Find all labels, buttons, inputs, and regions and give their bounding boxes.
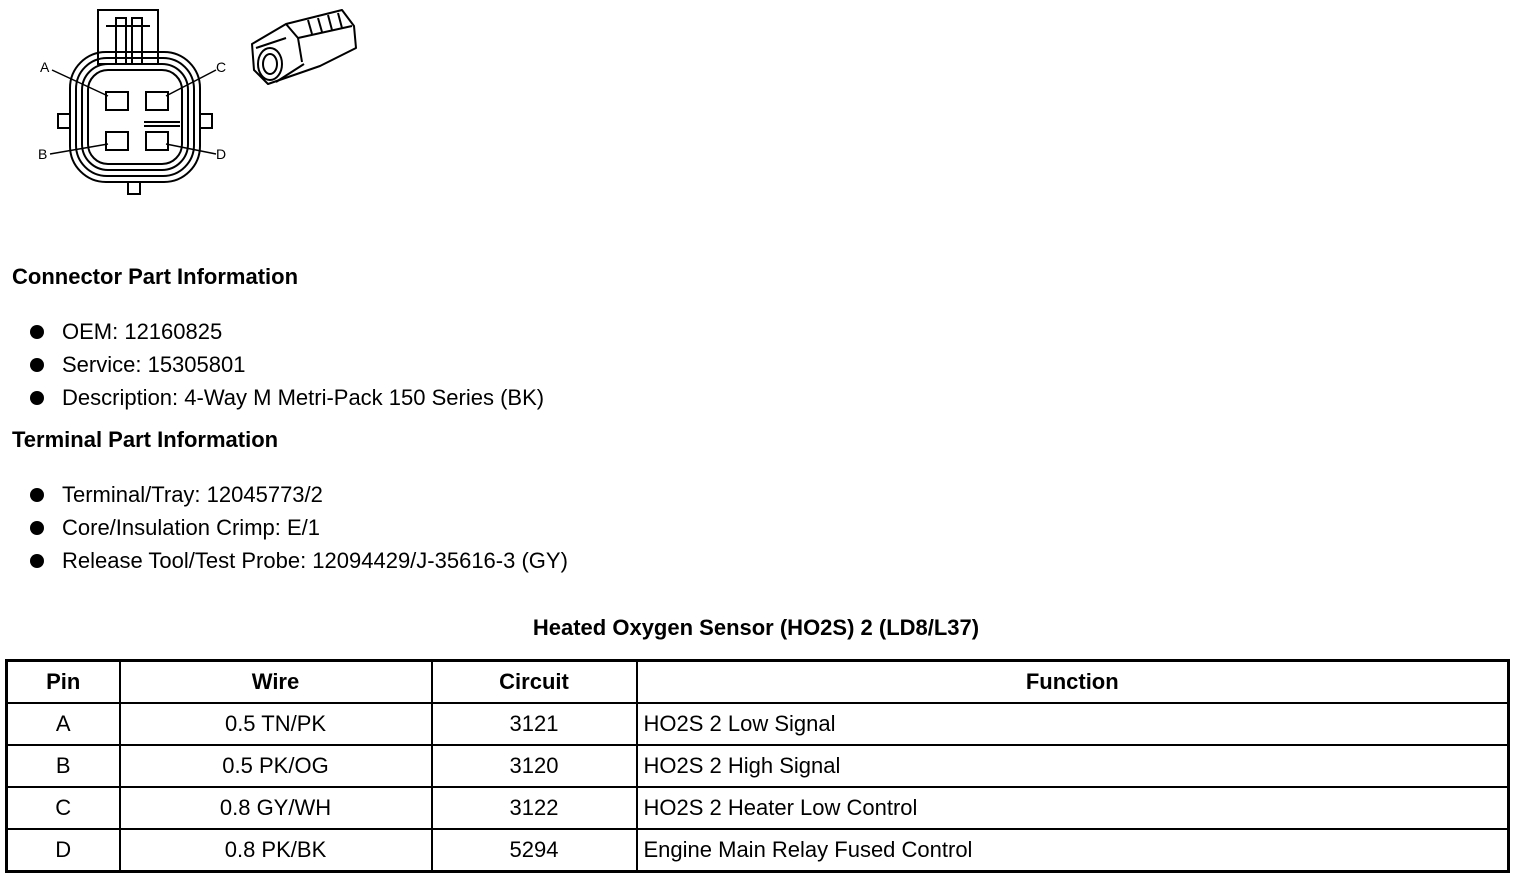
header-wire: Wire [120, 661, 432, 704]
list-item [30, 544, 568, 577]
connector-description: Description: 4-Way M Metri-Pack 150 Series (BK) [62, 385, 545, 410]
terminal-crimp: Core/Insulation Crimp: E/1 [62, 515, 320, 540]
connector-3d-illustration [246, 4, 362, 90]
pin-label-a: A [40, 59, 50, 75]
cell-circuit: 3122 [432, 787, 637, 829]
connector-service: Service: 15305801 [62, 352, 246, 377]
pinout-table [5, 659, 1510, 873]
header-pin: Pin [7, 661, 120, 704]
terminal-release-tool: Release Tool/Test Probe: 12094429/J-35616-3 (GY) [62, 548, 568, 573]
table-title: Heated Oxygen Sensor (HO2S) 2 (LD8/L37) [532, 615, 980, 640]
cell-circuit: 3120 [432, 745, 637, 787]
cell-wire: 0.5 PK/OG [120, 745, 432, 787]
list-item [30, 381, 544, 414]
table-row [7, 703, 1509, 745]
list-item [30, 315, 544, 348]
cell-pin: D [7, 829, 120, 872]
bullet-icon [30, 521, 44, 535]
cell-function: Engine Main Relay Fused Control [637, 829, 1509, 872]
table-row [7, 829, 1509, 872]
cell-wire: 0.8 PK/BK [120, 829, 432, 872]
connector-info-heading: Connector Part Information [12, 264, 299, 289]
connector-oem: OEM: 12160825 [62, 319, 223, 344]
bullet-icon [30, 488, 44, 502]
cell-pin: B [7, 745, 120, 787]
terminal-info-heading: Terminal Part Information [12, 427, 279, 452]
list-item [30, 348, 544, 381]
table-row [7, 745, 1509, 787]
cell-circuit: 5294 [432, 829, 637, 872]
bullet-icon [30, 358, 44, 372]
connector-info-list [30, 315, 544, 414]
cell-function: HO2S 2 Heater Low Control [637, 787, 1509, 829]
pin-label-c: C [216, 59, 227, 75]
header-function: Function [637, 661, 1509, 704]
cell-wire: 0.8 GY/WH [120, 787, 432, 829]
bullet-icon [30, 554, 44, 568]
cavity-b [106, 132, 128, 150]
connector-face-diagram [30, 4, 240, 200]
list-item [30, 478, 568, 511]
header-circuit: Circuit [432, 661, 637, 704]
table-header-row [7, 661, 1509, 704]
list-item [30, 511, 568, 544]
cell-circuit: 3121 [432, 703, 637, 745]
pin-label-b: B [38, 146, 48, 162]
terminal-tray: Terminal/Tray: 12045773/2 [62, 482, 323, 507]
cell-function: HO2S 2 Low Signal [637, 703, 1509, 745]
bullet-icon [30, 325, 44, 339]
cavity-c [146, 92, 168, 110]
bullet-icon [30, 391, 44, 405]
table-row [7, 787, 1509, 829]
cell-pin: A [7, 703, 120, 745]
terminal-info-list [30, 478, 568, 577]
cavity-d [146, 132, 168, 150]
pin-label-d: D [216, 146, 227, 162]
cell-function: HO2S 2 High Signal [637, 745, 1509, 787]
cavity-a [106, 92, 128, 110]
cell-pin: C [7, 787, 120, 829]
cell-wire: 0.5 TN/PK [120, 703, 432, 745]
